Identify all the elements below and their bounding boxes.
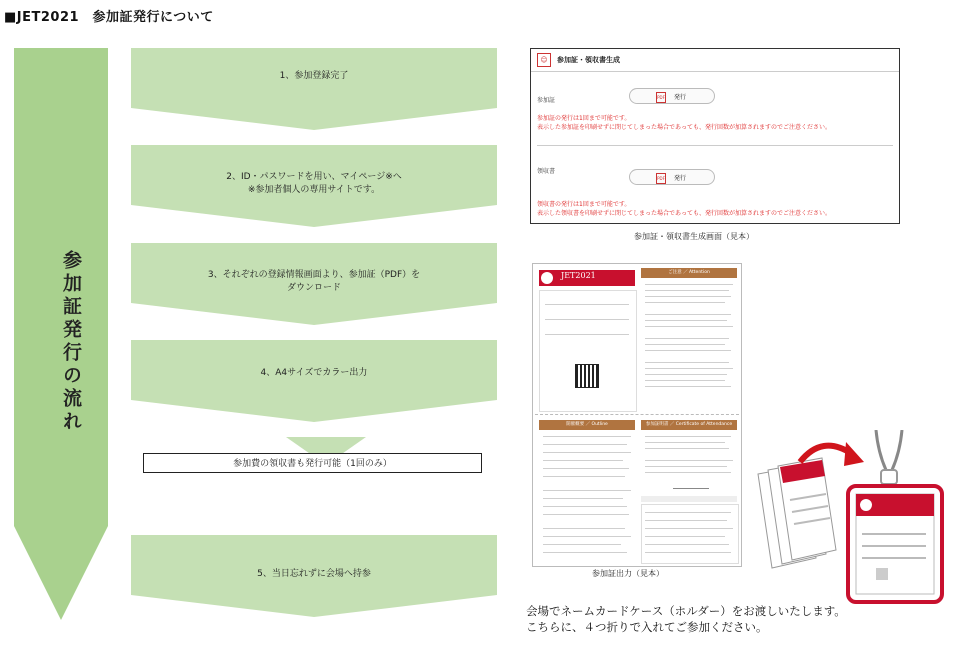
pdf-icon: PDF xyxy=(656,173,666,184)
step-2-line2: ※参加者個人の専用サイトです。 xyxy=(247,185,381,195)
form-title: 参加証・領収書生成 xyxy=(557,56,620,64)
certificate-header: 参加証明書 ／ Certificate of Attendance xyxy=(641,420,737,430)
folded-card-icon xyxy=(758,458,836,568)
issue-button-label: 発行 xyxy=(674,175,687,182)
divider xyxy=(537,145,893,146)
form-caption: 参加証・領収書生成画面（見本） xyxy=(634,232,754,241)
holder-icon xyxy=(848,430,942,602)
step-3-line1: 3、それぞれの登録情報画面より、参加証（PDF）を xyxy=(207,270,421,280)
flow-title: 参加証発行の流れ xyxy=(60,250,82,434)
form-mockup xyxy=(530,48,900,224)
participation-note-1: 参加証の発行は1回まで可能です。 xyxy=(537,115,631,122)
page-title: ■JET2021 参加証発行について xyxy=(4,10,214,25)
receipt-label: 領収書 xyxy=(537,168,556,175)
message-line-2: こちらに、４つ折りで入れてご参加ください。 xyxy=(526,620,768,634)
holder-message xyxy=(526,603,846,635)
step-4 xyxy=(131,340,497,422)
receipt-note: 参加費の領収書も発行可能（1回のみ） xyxy=(143,453,482,473)
step-3 xyxy=(131,243,497,325)
attention-header: ご注意 ／ Attention xyxy=(641,268,737,278)
certificate-sample xyxy=(532,263,742,567)
person-card-icon: ☺ xyxy=(537,53,551,67)
receipt-note-2: 表示した領収書を印刷せずに閉じてしまった場合であっても、発行回数が加算されますのでご注意ください。 xyxy=(537,210,831,217)
step-1 xyxy=(131,48,497,130)
participation-label: 参加証 xyxy=(537,97,556,104)
logo-mark-icon xyxy=(541,272,553,284)
issue-receipt-button[interactable] xyxy=(629,169,715,185)
qr-code-icon xyxy=(575,364,599,388)
participation-note-2: 表示した参加証を印刷せずに閉じてしまった場合であっても、発行回数が加算されますのでご注意ください。 xyxy=(537,124,831,131)
step-4-line1: 4、A4サイズでカラー出力 xyxy=(260,368,368,378)
step-1-line1: 1、参加登録完了 xyxy=(279,71,349,81)
issue-participation-button[interactable] xyxy=(629,88,715,104)
step-5 xyxy=(131,535,497,617)
message-line-1: 会場でネームカードケース（ホルダー）をお渡しいたします。 xyxy=(526,604,846,618)
outline-header: 開催概要 ／ Outline xyxy=(539,420,635,430)
fold-line xyxy=(535,414,739,415)
step-2 xyxy=(131,145,497,227)
signature-icon xyxy=(673,480,709,489)
logo-text: JET2021 xyxy=(561,271,596,280)
name-card-holder-illustration xyxy=(750,430,950,605)
receipt-note-1: 領収書の発行は1回まで可能です。 xyxy=(537,201,631,208)
step-2-line1: 2、ID・パスワードを用い、マイページ※へ xyxy=(226,172,402,182)
step-5-line1: 5、当日忘れずに会場へ持参 xyxy=(257,569,371,579)
certificate-caption: 参加証出力（見本） xyxy=(592,569,664,578)
pdf-icon: PDF xyxy=(656,92,666,103)
step-3-line2: ダウンロード xyxy=(286,283,341,293)
issue-button-label: 発行 xyxy=(674,94,687,101)
